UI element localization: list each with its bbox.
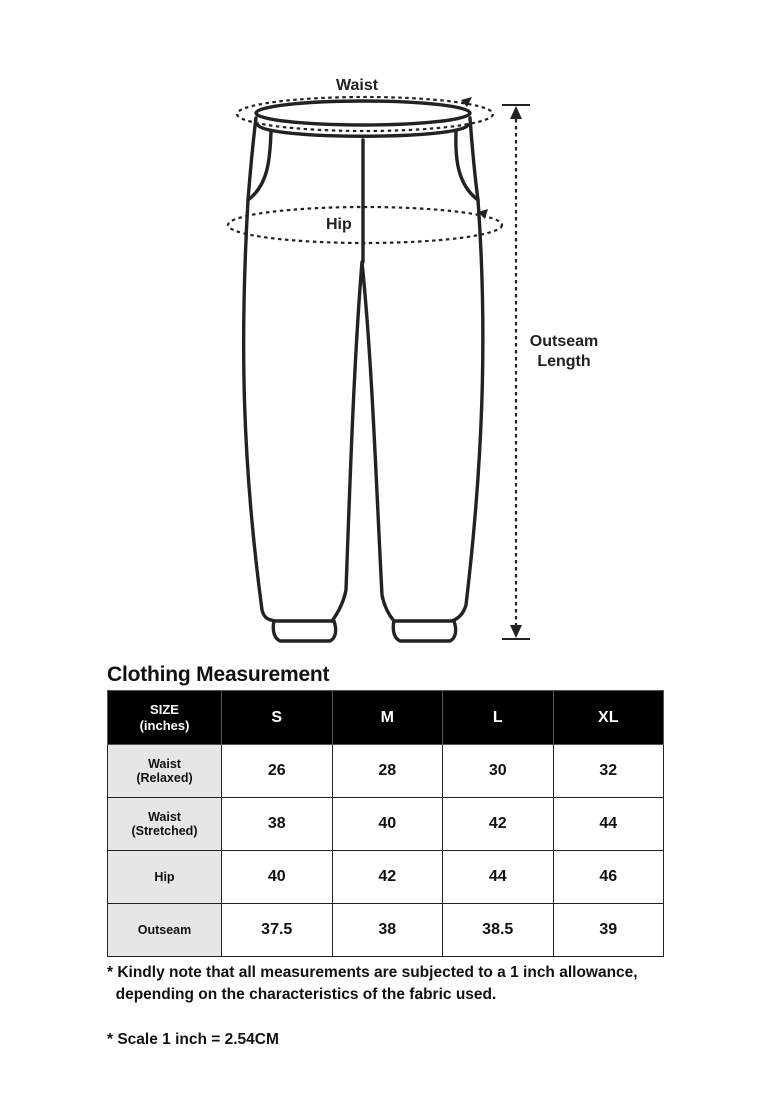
row-label-line1: Waist [148,810,181,824]
row-label-outseam [108,904,222,957]
table-row [108,904,664,957]
table-cell: 44 [553,798,664,851]
table-row [108,851,664,904]
row-label-line2: (Relaxed) [136,771,193,785]
table-cell: 38 [222,798,333,851]
outseam-down-arrow-icon [510,625,522,638]
table-cell: 38.5 [443,904,554,957]
scale-note: * Scale 1 inch = 2.54CM [107,1031,279,1048]
table-cell: 38 [332,904,443,957]
allowance-note [107,962,638,1006]
table-row [108,745,664,798]
size-header-line1: SIZE [150,701,179,717]
size-xl-header: XL [553,691,664,745]
waistband [256,101,470,125]
row-label-line1: Waist [148,757,181,771]
right-cuff [393,621,455,641]
table-cell: 46 [553,851,664,904]
size-header-line2: (inches) [139,717,190,733]
hip-measure-line [228,207,502,243]
allowance-note-line2: depending on the characteristics of the fabric used. [107,986,497,1003]
row-label-hip [108,851,222,904]
table-cell: 37.5 [222,904,333,957]
table-cell: 42 [443,798,554,851]
table-cell: 40 [332,798,443,851]
table-cell: 26 [222,745,333,798]
table-cell: 40 [222,851,333,904]
waist-label: Waist [336,77,379,94]
table-cell: 42 [332,851,443,904]
size-l-header: L [443,691,554,745]
table-cell: 32 [553,745,664,798]
table-header-row [108,691,664,745]
row-label-line1: Hip [154,870,175,884]
outseam-label-line1: Outseam [529,333,599,350]
size-m-header: M [332,691,443,745]
table-cell: 30 [443,745,554,798]
allowance-note-line1: * Kindly note that all measurements are subjected to a 1 inch allowance, [107,964,638,981]
left-cuff [273,621,335,641]
size-chart-table [107,690,664,957]
row-label-line2: (Stretched) [131,824,198,838]
hip-label: Hip [326,216,352,233]
table-title: Clothing Measurement [107,663,330,686]
table-cell: 44 [443,851,554,904]
table-cell: 39 [553,904,664,957]
row-label-line1: Outseam [137,923,192,937]
outseam-up-arrow-icon [510,106,522,119]
table-cell: 28 [332,745,443,798]
size-header-cell [108,691,222,745]
row-label-waist-relaxed [108,745,222,798]
outseam-label-line2: Length [537,353,591,370]
table-row [108,798,664,851]
row-label-waist-stretched [108,798,222,851]
size-s-header: S [222,691,333,745]
